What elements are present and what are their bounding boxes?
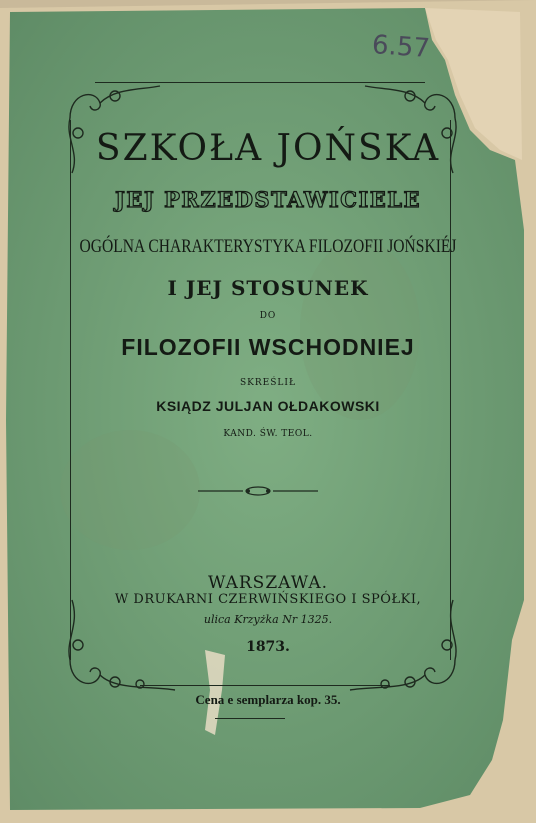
price: Cena e semplarza kop. 35. — [195, 692, 341, 707]
divider-ornament-icon — [198, 484, 318, 498]
author-name: KSIĄDZ JULJAN OŁDAKOWSKI — [156, 398, 380, 414]
subtitle-outline: JEJ PRZEDSTAWICIELE — [114, 187, 422, 212]
characteristics-line: OGÓLNA CHARAKTERYSTYKA FILOZOFII JOŃSKIÉJ — [79, 236, 457, 257]
printer: W DRUKARNI CZERWIŃSKIEGO I SPÓŁKI, — [114, 592, 422, 607]
city: WARSZAWA. — [207, 573, 329, 593]
stain — [60, 430, 200, 550]
main-line: FILOZOFII WSCHODNIEJ — [121, 334, 415, 360]
author-title: KAND. ŚW. TEOL. — [223, 429, 313, 439]
author-intro: SKREŚLIŁ — [240, 378, 296, 388]
relation-line: I JEJ STOSUNEK — [167, 276, 369, 300]
year: 1873. — [246, 639, 290, 655]
word-do: DO — [259, 311, 277, 321]
handwritten-shelf-number: 6.57 — [371, 30, 431, 64]
address: ulica Krzyżka Nr 1325. — [203, 613, 333, 626]
short-rule — [215, 718, 285, 719]
title: SZKOŁA JOŃSKA — [95, 128, 441, 169]
stain — [300, 240, 420, 420]
